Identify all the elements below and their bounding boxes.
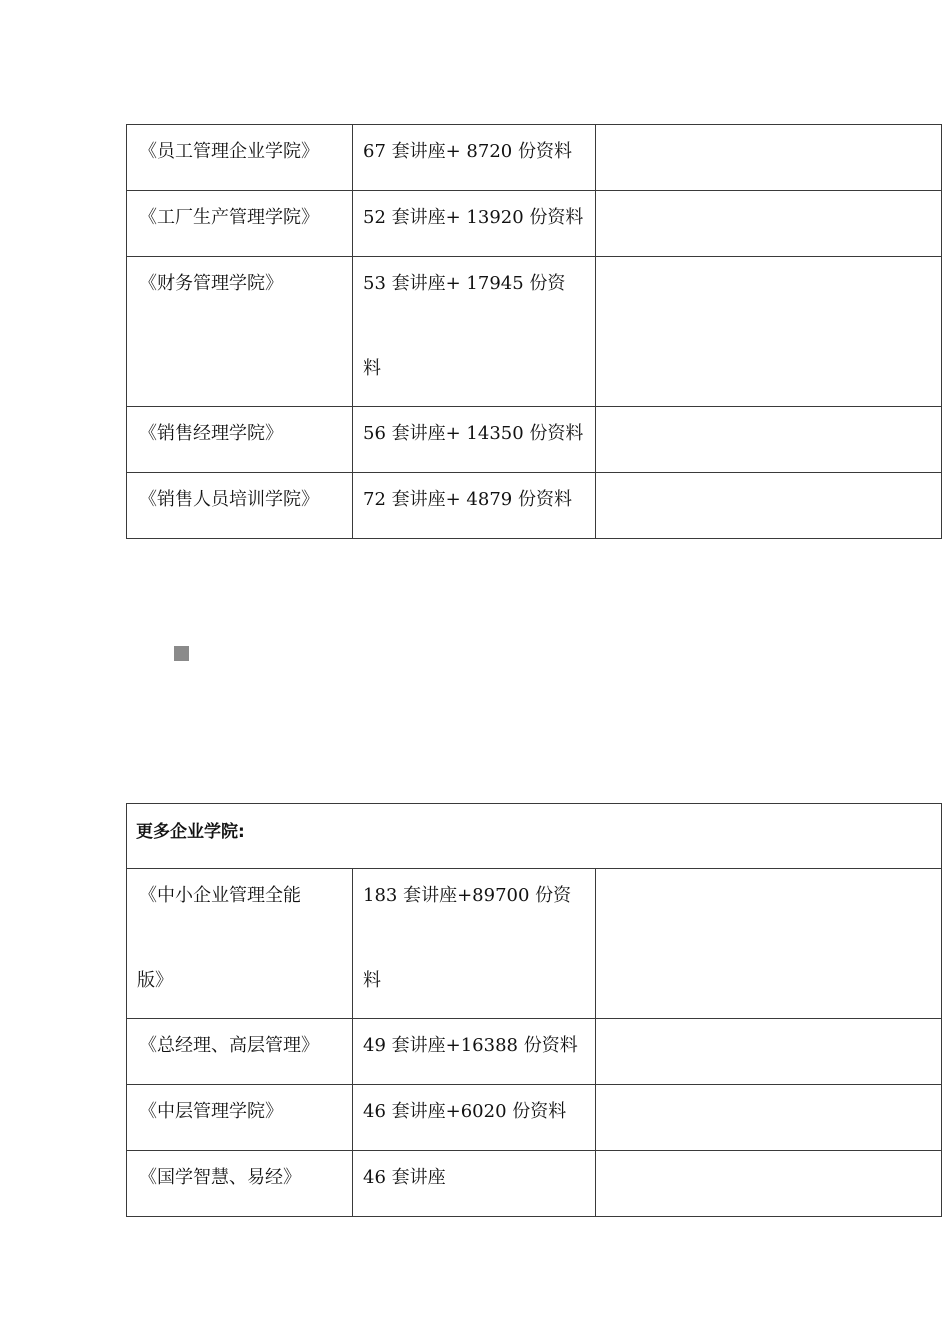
academy-extra-cell (596, 1085, 942, 1151)
table-header-cell (127, 804, 942, 869)
table-row (127, 191, 942, 257)
academy-name-cell (127, 1019, 353, 1085)
academy-name: 《工厂生产管理学院》 (139, 207, 319, 228)
academy-extra (596, 125, 941, 141)
academy-detail-line2: 料 (363, 358, 381, 379)
academy-detail-cell (353, 125, 596, 191)
academy-name: 《总经理、高层管理》 (139, 1035, 319, 1056)
academy-extra-cell (596, 125, 942, 191)
academy-detail-cell (353, 407, 596, 473)
academy-extra (596, 1151, 941, 1167)
academy-name-line1: 《中小企业管理全能 (139, 885, 301, 906)
more-academies-title: 更多企业学院: (136, 822, 245, 842)
square-bullet-icon (174, 646, 189, 661)
academy-name-cell (127, 191, 353, 257)
academy-table-2 (126, 803, 942, 1217)
academy-detail-cell (353, 869, 596, 1019)
academy-name-cell (127, 257, 353, 407)
academy-name: 《财务管理学院》 (139, 273, 283, 294)
academy-name-cell (127, 1151, 353, 1217)
academy-detail: 49 套讲座+16388 份资料 (363, 1035, 578, 1056)
academy-extra-cell (596, 191, 942, 257)
academy-name-cell (127, 1085, 353, 1151)
academy-extra-cell (596, 1019, 942, 1085)
academy-detail: 46 套讲座 (363, 1167, 446, 1188)
academy-name-cell (127, 869, 353, 1019)
academy-detail-line1: 183 套讲座+89700 份资 (363, 885, 572, 906)
academy-name: 《销售经理学院》 (139, 423, 283, 444)
academy-detail: 72 套讲座+ 4879 份资料 (363, 489, 572, 510)
academy-detail-cell (353, 1151, 596, 1217)
academy-name-cell (127, 473, 353, 539)
table-header-row (127, 804, 942, 869)
academy-detail: 67 套讲座+ 8720 份资料 (363, 141, 572, 162)
academy-extra-cell (596, 257, 942, 407)
academy-detail-cell (353, 1085, 596, 1151)
academy-name-cell (127, 125, 353, 191)
academy-table-1 (126, 124, 942, 539)
academy-name: 《销售人员培训学院》 (139, 489, 319, 510)
table-row (127, 869, 942, 1019)
academy-detail-cell (353, 473, 596, 539)
academy-detail: 46 套讲座+6020 份资料 (363, 1101, 567, 1122)
academy-extra (596, 407, 941, 423)
academy-name: 《国学智慧、易经》 (139, 1167, 301, 1188)
table-row (127, 407, 942, 473)
academy-extra (596, 257, 941, 273)
academy-name-line2: 版》 (137, 970, 173, 991)
academy-extra-cell (596, 407, 942, 473)
academy-detail (353, 869, 595, 992)
academy-detail-cell (353, 1019, 596, 1085)
academy-detail-line1: 53 套讲座+ 17945 份资 (363, 273, 566, 294)
academy-extra (596, 473, 941, 489)
academy-extra (596, 1085, 941, 1101)
table-row (127, 473, 942, 539)
academy-extra (596, 869, 941, 885)
academy-extra-cell (596, 1151, 942, 1217)
academy-detail-cell (353, 257, 596, 407)
academy-name (127, 869, 352, 992)
table-row (127, 125, 942, 191)
table-row (127, 1085, 942, 1151)
table-row (127, 257, 942, 407)
academy-name: 《中层管理学院》 (139, 1101, 283, 1122)
academy-detail: 56 套讲座+ 14350 份资料 (363, 423, 584, 444)
table-row (127, 1019, 942, 1085)
academy-detail: 52 套讲座+ 13920 份资料 (363, 207, 584, 228)
academy-name: 《员工管理企业学院》 (139, 141, 319, 162)
academy-extra-cell (596, 869, 942, 1019)
academy-detail (353, 257, 595, 380)
academy-name-cell (127, 407, 353, 473)
academy-extra (596, 1019, 941, 1035)
academy-extra (596, 191, 941, 207)
table-row (127, 1151, 942, 1217)
academy-extra-cell (596, 473, 942, 539)
academy-detail-cell (353, 191, 596, 257)
academy-detail-line2: 料 (363, 970, 381, 991)
